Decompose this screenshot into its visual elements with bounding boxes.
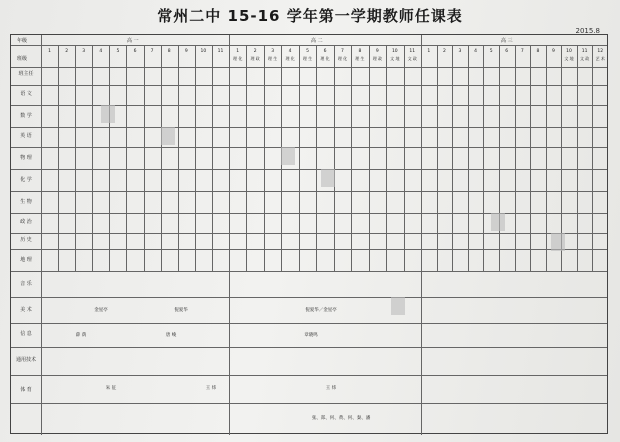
table-rule <box>11 403 607 404</box>
table-rule <box>437 45 438 271</box>
highlighted-cell <box>281 147 295 165</box>
table-rule <box>452 45 453 271</box>
class-stream-note: 理 政 <box>250 56 260 61</box>
class-number: 9 <box>375 49 379 54</box>
class-stream-note: 文 地 <box>390 56 400 61</box>
music-g1-left: 金星亭 <box>94 308 108 313</box>
grade-column-label: 年级 <box>17 38 28 44</box>
grade-1-header: 高 一 <box>127 38 139 44</box>
row-label-physics: 物 理 <box>20 155 32 161</box>
tech-g1-left: 朱 征 <box>105 386 117 391</box>
class-number: 2 <box>253 49 257 54</box>
row-label-pe: 体 育 <box>20 387 32 393</box>
table-rule <box>11 169 607 170</box>
table-rule <box>178 45 179 271</box>
table-rule <box>592 45 593 271</box>
table-rule <box>468 45 469 271</box>
class-number: 4 <box>288 49 292 54</box>
table-rule <box>11 213 607 214</box>
table-rule <box>11 85 607 86</box>
row-label-chemistry: 化 学 <box>20 177 32 183</box>
row-label-art: 美 术 <box>20 307 32 313</box>
table-rule <box>11 271 607 272</box>
row-label-english: 英 语 <box>20 133 32 139</box>
highlighted-cell <box>161 127 175 145</box>
table-rule <box>11 297 607 298</box>
class-number: 7 <box>341 49 344 54</box>
row-label-geography: 地 理 <box>20 257 32 263</box>
music-g1-right: 倪爱华 <box>174 308 188 313</box>
class-number: 2 <box>442 49 446 54</box>
table-rule <box>11 45 607 46</box>
table-rule <box>11 249 607 250</box>
table-rule <box>144 45 145 271</box>
table-rule <box>58 45 59 271</box>
table-rule <box>41 35 42 435</box>
table-rule <box>499 45 500 271</box>
class-number: 8 <box>536 49 540 54</box>
table-rule <box>126 45 127 271</box>
class-stream-note: 文 政 <box>407 56 417 61</box>
schedule-table <box>10 34 608 434</box>
table-rule <box>75 45 76 271</box>
table-rule <box>577 45 578 271</box>
table-rule <box>11 67 607 68</box>
row-label-math: 数 学 <box>20 113 32 119</box>
row-label-music: 音 乐 <box>20 281 32 287</box>
class-number: 11 <box>409 49 416 54</box>
table-rule <box>11 375 607 376</box>
class-number: 2 <box>65 49 69 54</box>
class-stream-note: 理 生 <box>355 56 365 61</box>
table-rule <box>246 45 247 271</box>
row-label-head-teacher: 班主任 <box>18 71 34 77</box>
class-number: 9 <box>552 49 555 54</box>
grade-2-header: 高 二 <box>311 38 323 44</box>
class-number: 10 <box>200 49 207 54</box>
art-g1-right: 唐 峻 <box>165 333 177 338</box>
class-number: 5 <box>489 49 493 54</box>
class-number: 10 <box>391 49 398 54</box>
class-number: 8 <box>167 49 171 54</box>
class-number: 6 <box>133 49 137 54</box>
document-date: 2015.8 <box>575 27 600 35</box>
tech-g2: 王 炜 <box>325 386 337 391</box>
row-label-tech: 通用技术 <box>15 357 36 363</box>
tech-g1-right: 王 炜 <box>205 386 217 391</box>
table-rule <box>546 45 547 271</box>
art-g1-left: 薛 荫 <box>75 333 87 338</box>
class-number: 1 <box>427 49 431 54</box>
class-stream-note: 理 化 <box>337 56 348 61</box>
table-rule <box>11 347 607 348</box>
class-number: 7 <box>520 49 524 54</box>
table-rule <box>161 45 162 271</box>
table-rule <box>92 45 93 271</box>
class-stream-note: 理 生 <box>267 56 278 61</box>
pe-teachers: 张、郑、何、黄、何、秦、潘 <box>311 416 371 421</box>
class-stream-note: 文 政 <box>579 56 590 61</box>
class-number: 12 <box>597 49 604 54</box>
class-stream-note: 理 化 <box>285 56 295 61</box>
class-stream-note: 理 化 <box>320 56 330 61</box>
class-stream-note: 理 政 <box>372 56 382 61</box>
table-rule <box>334 45 335 271</box>
table-rule <box>421 35 422 435</box>
table-rule <box>299 45 300 271</box>
table-rule <box>316 45 317 271</box>
row-label-biology: 生 物 <box>20 199 32 205</box>
table-rule <box>11 147 607 148</box>
class-stream-note: 理 化 <box>233 56 243 61</box>
row-label-chinese: 语 文 <box>20 91 32 97</box>
table-rule <box>212 45 213 271</box>
class-row-label: 班级 <box>17 56 28 62</box>
table-rule <box>386 45 387 271</box>
class-number: 4 <box>474 49 477 54</box>
class-number: 11 <box>581 49 588 54</box>
highlighted-cell <box>101 105 115 123</box>
table-rule <box>195 45 196 271</box>
class-number: 5 <box>306 49 309 54</box>
table-rule <box>264 45 265 271</box>
class-number: 1 <box>48 49 51 54</box>
highlighted-cell <box>321 169 335 187</box>
table-rule <box>109 45 110 271</box>
class-number: 6 <box>505 49 509 54</box>
class-number: 6 <box>323 49 327 54</box>
highlighted-cell <box>491 213 505 231</box>
grade-3-header: 高 三 <box>501 38 513 44</box>
class-stream-note: 文 地 <box>564 56 574 61</box>
class-stream-note: 理 生 <box>302 56 313 61</box>
class-number: 8 <box>358 49 362 54</box>
table-rule <box>11 127 607 128</box>
table-rule <box>11 323 607 324</box>
class-stream-note: 艺 术 <box>595 56 605 61</box>
class-number: 7 <box>150 49 154 54</box>
table-rule <box>351 45 352 271</box>
class-number: 11 <box>217 49 224 54</box>
highlighted-cell <box>551 233 565 251</box>
class-number: 1 <box>236 49 240 54</box>
table-rule <box>515 45 516 271</box>
table-rule <box>369 45 370 271</box>
table-rule <box>530 45 531 271</box>
table-rule <box>229 35 230 435</box>
page-title: 常州二中 15-16 学年第一学期教师任课表 <box>157 7 463 25</box>
class-number: 3 <box>82 49 86 54</box>
row-label-it: 信 息 <box>20 331 32 337</box>
class-number: 3 <box>271 49 275 54</box>
table-rule <box>11 191 607 192</box>
row-label-history: 历 史 <box>20 237 32 243</box>
art-g2: 章晓鸣 <box>304 333 318 338</box>
class-number: 3 <box>458 49 462 54</box>
table-rule <box>483 45 484 271</box>
music-g2: 倪爱华／金星亭 <box>305 308 337 313</box>
table-rule <box>11 233 607 234</box>
class-number: 4 <box>99 49 103 54</box>
class-number: 9 <box>184 49 188 54</box>
table-rule <box>404 45 405 271</box>
highlighted-cell <box>391 297 405 315</box>
class-number: 10 <box>566 49 572 54</box>
row-label-politics: 政 治 <box>20 219 32 225</box>
class-number: 5 <box>116 49 120 54</box>
